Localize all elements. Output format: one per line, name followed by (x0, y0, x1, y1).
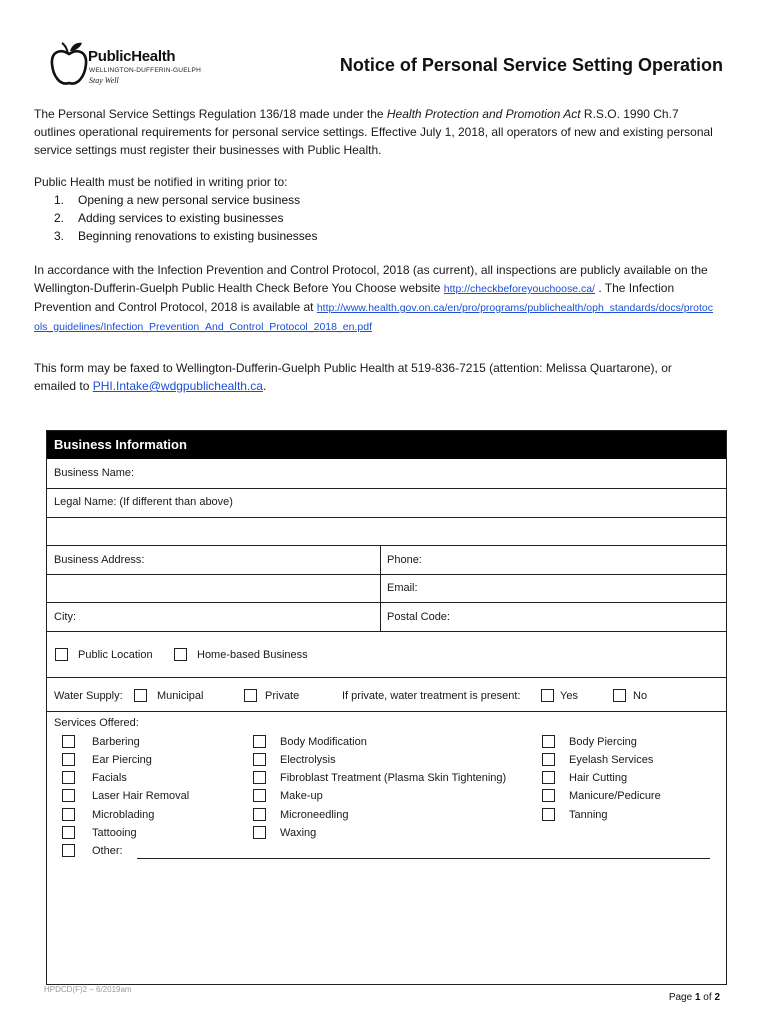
legal-name-label: Legal Name: (If different than above) (54, 496, 233, 508)
facials-checkbox[interactable] (62, 771, 75, 784)
phone-label: Phone: (387, 554, 422, 566)
business-name-label: Business Name: (54, 467, 135, 479)
water-supply-label: Water Supply: (54, 690, 123, 702)
water-treatment-no-label: No (633, 690, 648, 702)
barbering-checkbox[interactable] (62, 735, 75, 748)
logo-tagline: Stay Well (89, 76, 119, 85)
form-section-header: Business Information (47, 431, 726, 459)
facials-label: Facials (92, 772, 127, 784)
laser-hair-removal-label: Laser Hair Removal (92, 790, 190, 802)
water-treatment-yes-label: Yes (560, 690, 578, 702)
water-treatment-no-checkbox[interactable] (613, 689, 626, 702)
list-item: 2. Adding services to existing businesses (54, 211, 284, 225)
electrolysis-label: Electrolysis (280, 754, 336, 766)
email-label: Email: (387, 582, 418, 594)
home-based-business-label: Home-based Business (197, 649, 308, 661)
waxing-checkbox[interactable] (253, 826, 266, 839)
divider (47, 488, 726, 489)
divider (47, 545, 726, 546)
page-number: Page 1 of 2 (668, 992, 720, 1003)
electrolysis-checkbox[interactable] (253, 753, 266, 766)
public-location-label: Public Location (78, 649, 153, 661)
body-modification-checkbox[interactable] (253, 735, 266, 748)
home-based-business-checkbox[interactable] (174, 648, 187, 661)
manicure-pedicure-checkbox[interactable] (542, 789, 555, 802)
list-item: 1. Opening a new personal service business (54, 193, 301, 207)
tanning-label: Tanning (569, 809, 608, 821)
body-piercing-label: Body Piercing (569, 736, 637, 748)
barbering-label: Barbering (92, 736, 140, 748)
manicure-pedicure-label: Manicure/Pedicure (569, 790, 661, 802)
divider (47, 631, 726, 632)
microblading-label: Microblading (92, 809, 155, 821)
intro-paragraph-inspections: In accordance with the Infection Prevention and Control Protocol, 2018 (as current), all inspections are publicly available on the Wellington-Dufferin-Guelph Public Health Check Before You Choose website http://checkbeforeyouchoose.ca/ . The Infection Prevention and Control Protocol, 2018 is available at http://www.health.gov.on.ca/en/pro/programs/publichealth/oph_standards/docs/protocols_guidelines/Infection_Prevention_And_Control_Protocol_2018_en.pdf (34, 263, 713, 333)
act-name: Health Protection and Promotion Act (386, 107, 581, 121)
divider (47, 574, 726, 575)
city-label: City: (54, 611, 76, 623)
body-modification-label: Body Modification (280, 736, 367, 748)
municipal-checkbox[interactable] (134, 689, 147, 702)
ear-piercing-checkbox[interactable] (62, 753, 75, 766)
business-address-label: Business Address: (54, 554, 145, 566)
other-label: Other: (92, 845, 123, 857)
make-up-label: Make-up (280, 790, 323, 802)
divider (47, 602, 726, 603)
microneedling-label: Microneedling (280, 809, 349, 821)
protocol-pdf-link[interactable]: http://www.health.gov.on.ca/en/pro/programs/publichealth/oph_standards/docs/protocols_guidelines/Infection_Prevention_And_Control_Protocol_2018_en.pdf (34, 302, 713, 333)
divider (47, 517, 726, 518)
eyelash-services-label: Eyelash Services (569, 754, 654, 766)
divider (380, 545, 381, 631)
intro-paragraph-regulation: The Personal Service Settings Regulation 136/18 made under the Health Protection and Promotion Act R.S.O. 1990 Ch.7 outlines operational requirements for personal service settings. Effective July 1, 2018, all operators of new and existing personal service settings must register their businesses with Public Health. (34, 107, 713, 157)
business-information-form (46, 430, 727, 985)
eyelash-services-checkbox[interactable] (542, 753, 555, 766)
public-health-logo (50, 40, 201, 92)
tattooing-checkbox[interactable] (62, 826, 75, 839)
microblading-checkbox[interactable] (62, 808, 75, 821)
logo-subtitle: WELLINGTON-DUFFERIN-GUELPH (89, 67, 201, 74)
page-title: Notice of Personal Service Setting Operation (339, 55, 723, 75)
form-code: HPDCD(F)2 – 6/2019am (44, 985, 132, 994)
other-input-line[interactable] (137, 858, 710, 859)
services-offered-label: Services Offered: (54, 717, 139, 729)
list-item: 3. Beginning renovations to existing businesses (54, 229, 318, 243)
microneedling-checkbox[interactable] (253, 808, 266, 821)
intake-email-link[interactable]: PHI.Intake@wdgpublichealth.ca (92, 379, 263, 393)
intro-paragraph-notify: Public Health must be notified in writing prior to: (34, 175, 288, 189)
intro-paragraph-contact: This form may be faxed to Wellington-Dufferin-Guelph Public Health at 519-836-7215 (attention: Melissa Quartarone), or emailed to PHI.Intake@wdgpublichealth.ca. (34, 361, 672, 393)
water-treatment-yes-checkbox[interactable] (541, 689, 554, 702)
fibroblast-treatment-checkbox[interactable] (253, 771, 266, 784)
private-checkbox[interactable] (244, 689, 257, 702)
waxing-label: Waxing (280, 827, 317, 839)
tattooing-label: Tattooing (92, 827, 137, 839)
hair-cutting-checkbox[interactable] (542, 771, 555, 784)
fibroblast-treatment-label: Fibroblast Treatment (Plasma Skin Tightening) (280, 772, 507, 784)
other-checkbox[interactable] (62, 844, 75, 857)
logo-brand-text: PublicHealth (88, 48, 176, 65)
checkbeforeyouchoose-link[interactable]: http://checkbeforeyouchoose.ca/ (443, 283, 595, 295)
apple-logo-icon (50, 40, 88, 88)
private-label: Private (265, 690, 300, 702)
make-up-checkbox[interactable] (253, 789, 266, 802)
postal-code-label: Postal Code: (387, 611, 450, 623)
body-piercing-checkbox[interactable] (542, 735, 555, 748)
divider (47, 677, 726, 678)
divider (47, 711, 726, 712)
laser-hair-removal-checkbox[interactable] (62, 789, 75, 802)
notification-list (54, 191, 317, 245)
ear-piercing-label: Ear Piercing (92, 754, 152, 766)
public-location-checkbox[interactable] (55, 648, 68, 661)
tanning-checkbox[interactable] (542, 808, 555, 821)
water-treatment-label: If private, water treatment is present: (342, 690, 521, 702)
hair-cutting-label: Hair Cutting (569, 772, 628, 784)
municipal-label: Municipal (157, 690, 204, 702)
